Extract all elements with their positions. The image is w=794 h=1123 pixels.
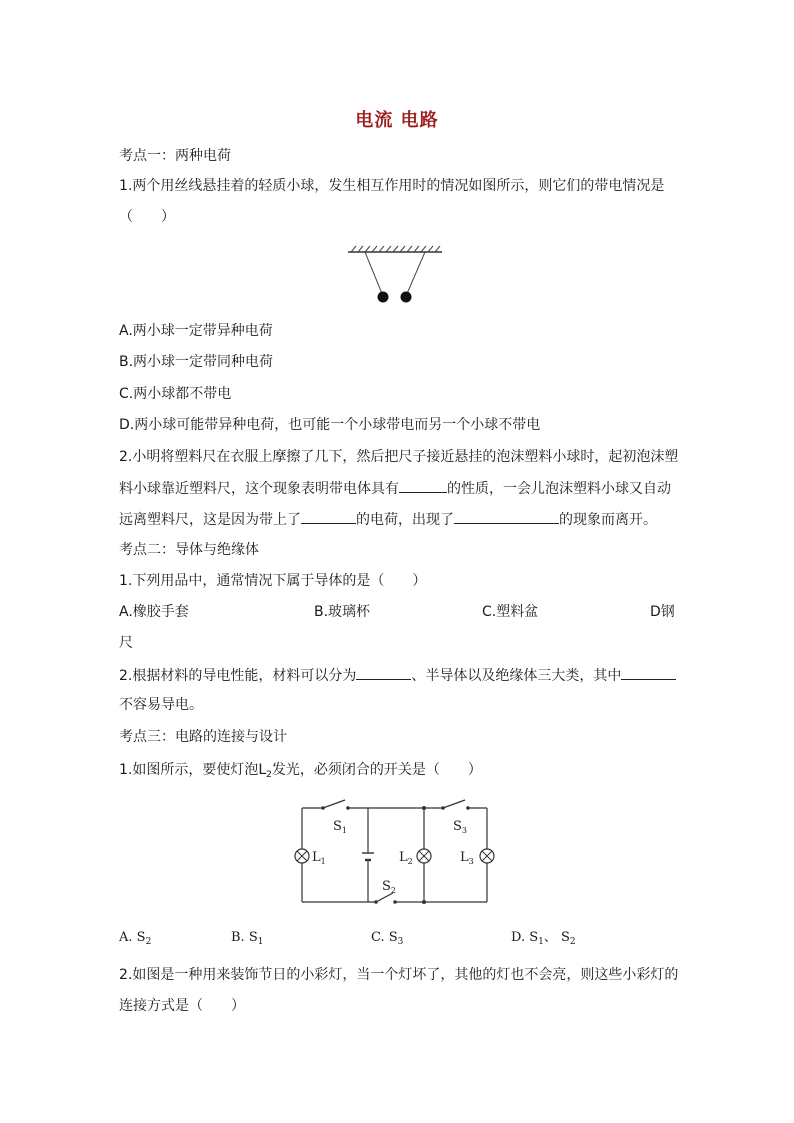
option-1-1-d: D.两小球可能带异种电荷，也可能一个小球带电而另一个小球不带电 <box>119 417 541 433</box>
label-s1: $S_1$ <box>333 819 347 835</box>
label-l2: $L_2$ <box>399 850 413 866</box>
fill-blank[interactable] <box>399 478 447 493</box>
label-l1: $L_1$ <box>312 850 326 866</box>
option-1-1-c: C.两小球都不带电 <box>119 386 232 402</box>
ceiling-hatch <box>351 246 440 252</box>
question-1-1-paren: （ ） <box>119 209 175 225</box>
option-1-1-a: A.两小球一定带异种电荷 <box>119 323 273 339</box>
question-2-2-line2: 不容易导电。 <box>119 697 203 713</box>
hanging-balls-figure <box>345 242 445 308</box>
section-heading-2: 考点二：导体与绝缘体 <box>119 542 259 558</box>
right-ball <box>401 292 412 303</box>
left-ball <box>378 292 389 303</box>
option-3-1-d: D. $S_1$、 $S_2$ <box>511 930 576 947</box>
option-3-1-c: C. $S_3$ <box>371 930 404 947</box>
left-thread <box>365 252 383 296</box>
question-1-2-line2: 料小球靠近塑料尺，这个现象表明带电体具有 的性质，一会儿泡沫塑料小球又自动 <box>119 478 671 498</box>
fill-blank[interactable] <box>301 509 356 524</box>
question-2-1-stem: 1.下列用品中，通常情况下属于导体的是（ ） <box>119 573 427 589</box>
question-3-2-line1: 2.如图是一种用来装饰节日的小彩灯，当一个灯坏了，其他的灯也不会亮，则这些小彩灯的 <box>119 967 679 983</box>
lamp-l3-icon <box>480 849 494 863</box>
option-2-1-d-wrap: 尺 <box>119 635 133 651</box>
option-3-1-a: A. $S_2$ <box>119 930 152 947</box>
option-2-1-a: A.橡胶手套 <box>119 604 189 620</box>
question-3-2-line2: 连接方式是（ ） <box>119 998 245 1014</box>
option-1-1-b: B.两小球一定带同种电荷 <box>119 354 274 370</box>
label-l3: $L_3$ <box>460 850 474 866</box>
section-heading-3: 考点三：电路的连接与设计 <box>119 729 287 745</box>
fill-blank[interactable] <box>621 665 676 680</box>
page-title: 电流 电路 <box>355 110 439 131</box>
option-3-1-b: B. $S_1$ <box>231 930 264 947</box>
section-heading-1: 考点一：两种电荷 <box>119 148 231 164</box>
option-2-1-c: C.塑料盆 <box>482 604 539 620</box>
option-2-1-d: D钢 <box>650 604 675 620</box>
question-1-1-stem: 1.两个用丝线悬挂着的轻质小球，发生相互作用时的情况如图所示，则它们的带电情况是 <box>119 178 665 194</box>
lamp-l2-icon <box>417 849 431 863</box>
question-2-2-line1: 2.根据材料的导电性能，材料可以分为 、半导体以及绝缘体三大类，其中 <box>119 665 676 685</box>
option-2-1-b: B.玻璃杯 <box>314 604 371 620</box>
label-s3: $S_3$ <box>453 819 467 835</box>
circuit-diagram <box>293 798 498 913</box>
right-thread <box>406 252 425 296</box>
question-1-2-line1: 2.小明将塑料尺在衣服上摩擦了几下，然后把尺子接近悬挂的泡沫塑料小球时，起初泡沫塑 <box>119 449 679 465</box>
fill-blank[interactable] <box>454 509 559 524</box>
label-s2: $S_2$ <box>382 879 396 895</box>
question-1-2-line3: 远离塑料尺，这是因为带上了 的电荷，出现了 的现象而离开。 <box>119 509 657 529</box>
lamp-l1-icon <box>295 849 309 863</box>
fill-blank[interactable] <box>356 665 411 680</box>
question-3-1-stem: 1.如图所示，要使灯泡$L_2$发光，必须闭合的开关是（ ） <box>119 762 482 780</box>
